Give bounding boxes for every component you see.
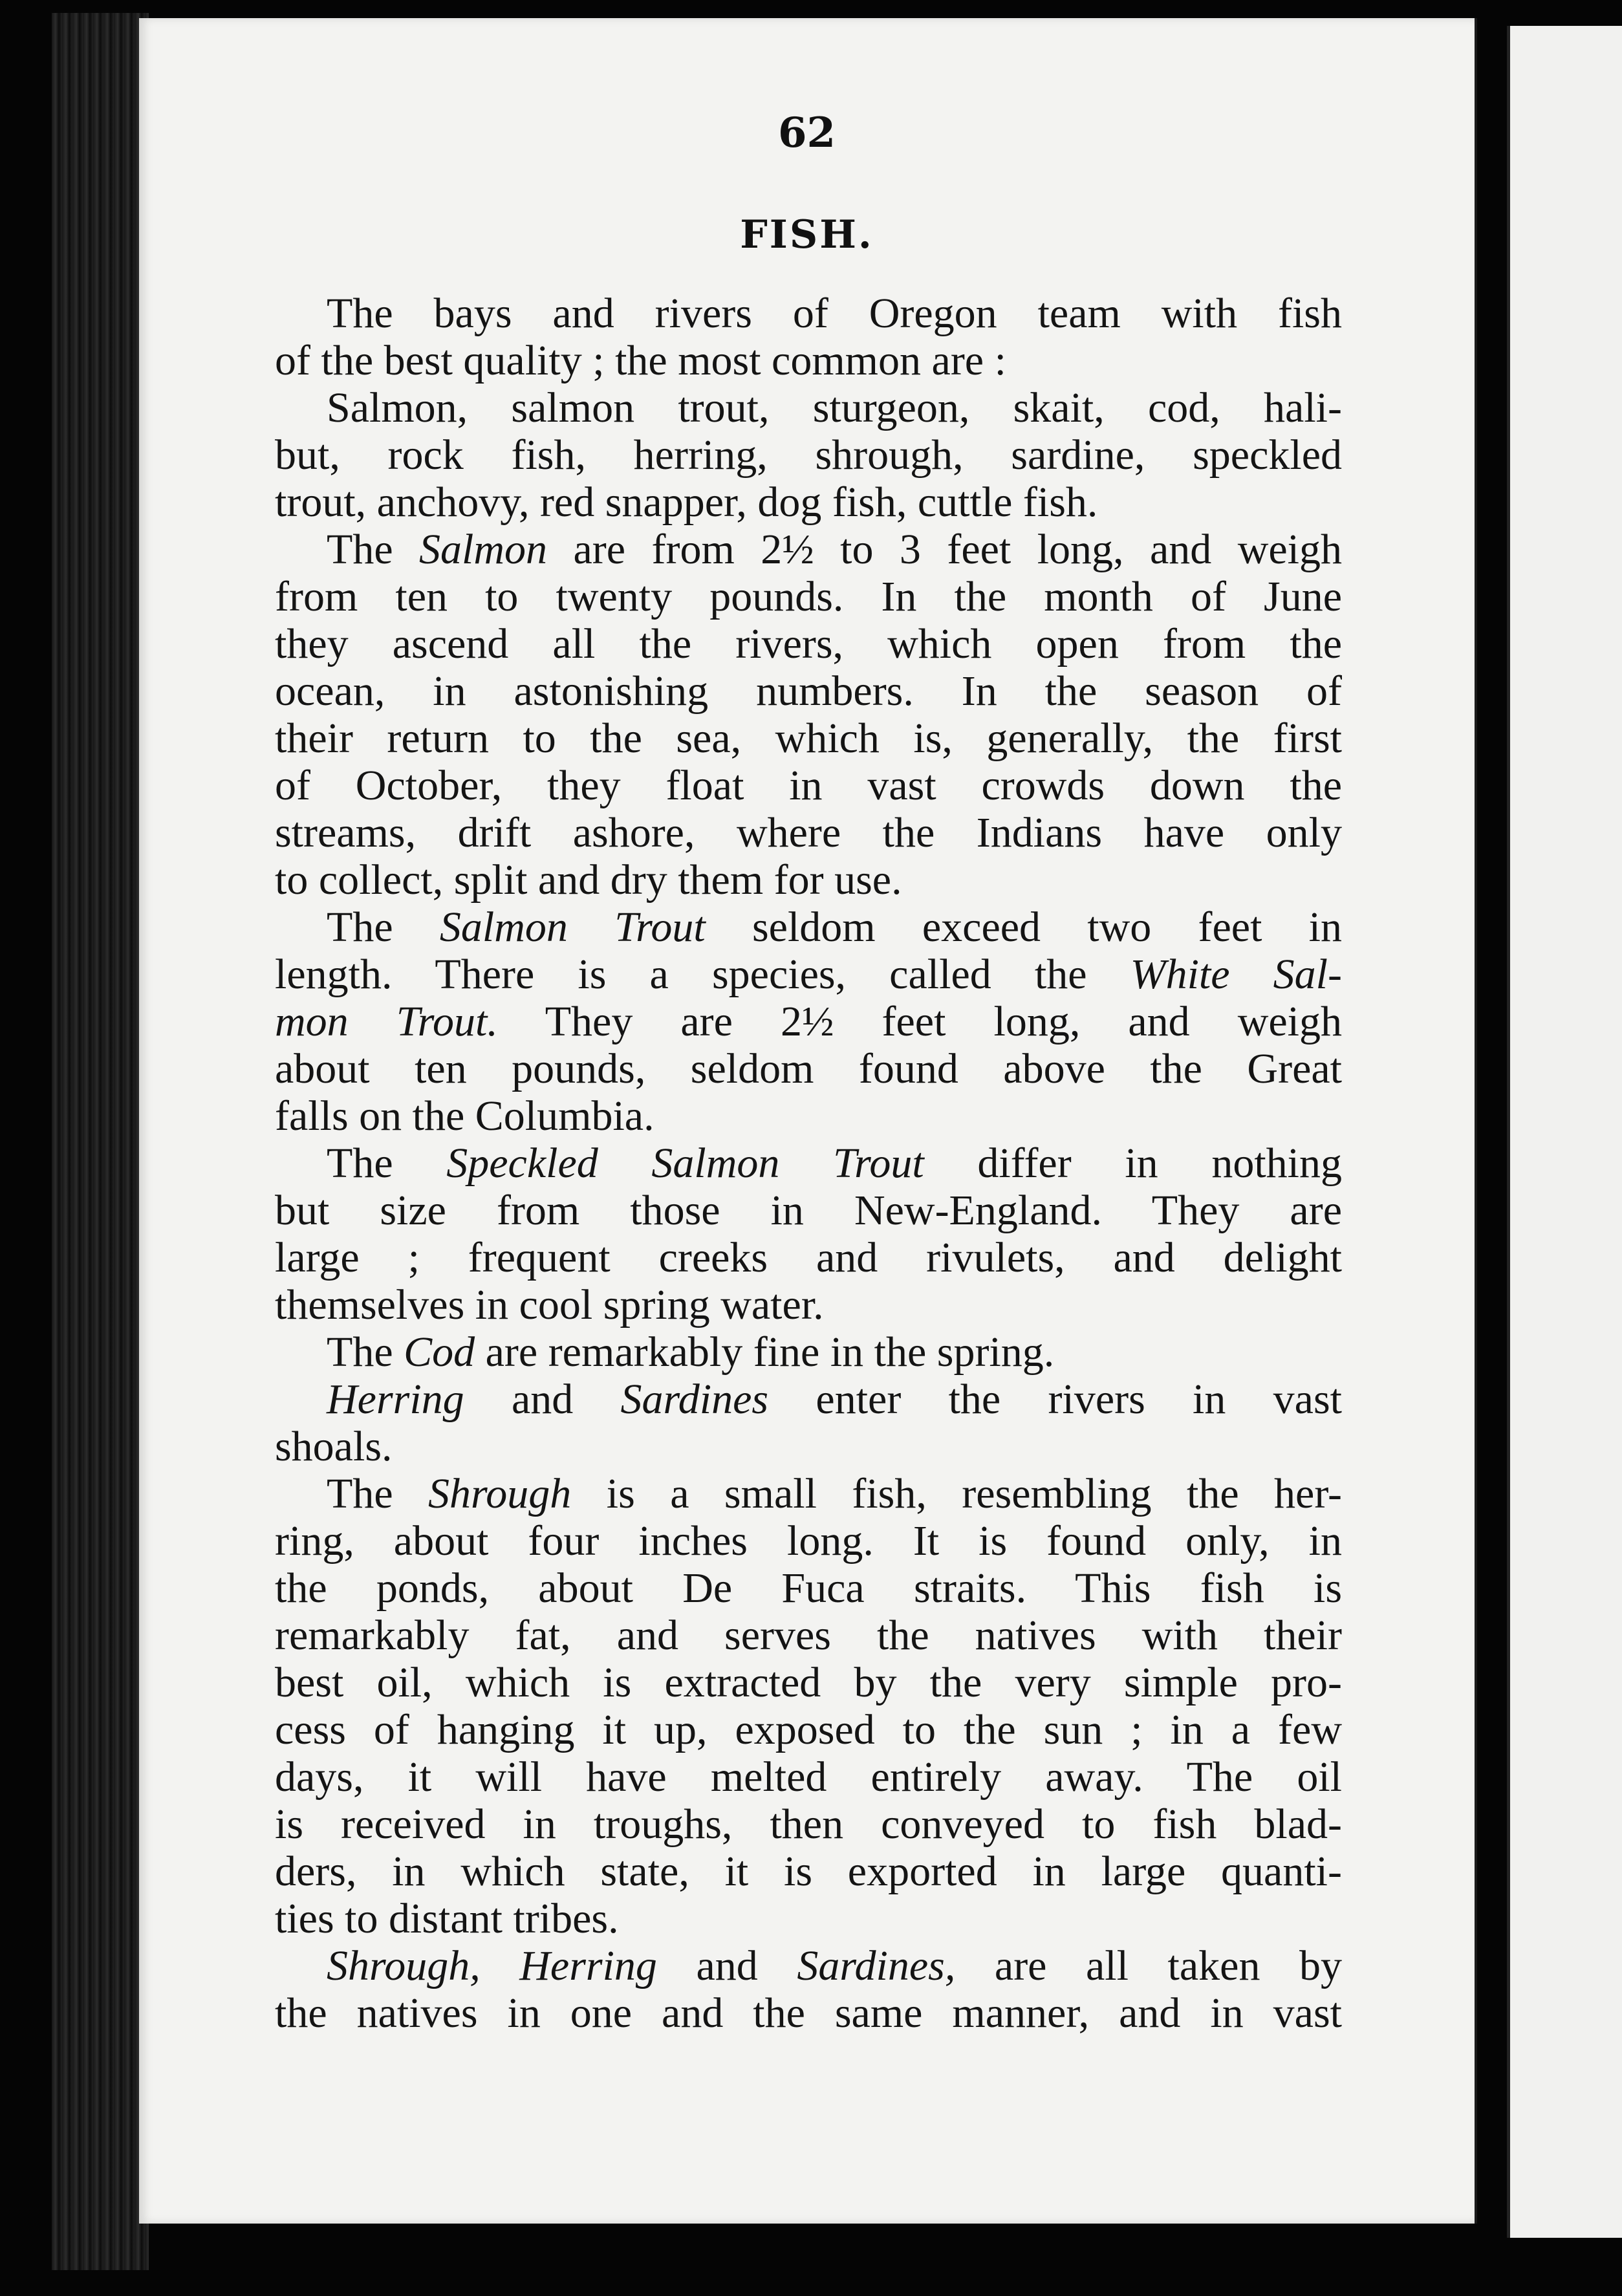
page-number: 62: [777, 109, 836, 157]
text-run: differ in nothing: [924, 1140, 1342, 1187]
text-line: [275, 1612, 1342, 1659]
text-run: from ten to twenty pounds. In the month of June: [275, 573, 1342, 620]
text-run: themselves in cool spring water.: [275, 1281, 824, 1328]
italic-term: Salmon: [419, 526, 548, 573]
text-line: [275, 1989, 1342, 2037]
section-heading: FISH.: [740, 212, 874, 257]
book-page: [139, 18, 1477, 2224]
text-run: trout, anchovy, red snapper, dog fish, cuttle fish.: [275, 479, 1098, 526]
text-run: best oil, which is extracted by the very simple pro-: [275, 1659, 1342, 1706]
body-text: [275, 290, 1342, 2037]
text-line: [275, 290, 1342, 337]
facing-page-edge: [1507, 26, 1622, 2238]
text-line: [275, 1328, 1342, 1376]
text-line: [275, 667, 1342, 715]
text-run: about ten pounds, seldom found above the Great: [275, 1045, 1342, 1092]
italic-term: Speckled Salmon Trout: [446, 1140, 924, 1187]
text-line: [275, 1423, 1342, 1470]
text-line: [275, 1942, 1342, 1989]
book-spine: [52, 13, 149, 2270]
text-run: The: [327, 904, 440, 951]
text-run: The: [327, 526, 420, 573]
text-run: remarkably fat, and serves the natives with their: [275, 1612, 1342, 1659]
text-line: [275, 479, 1342, 526]
text-run: shoals.: [275, 1423, 393, 1470]
text-line: [275, 951, 1342, 998]
text-line: [275, 573, 1342, 620]
text-line: [275, 1470, 1342, 1517]
text-line: [275, 1140, 1342, 1187]
text-run: Salmon, salmon trout, sturgeon, skait, cod, hali-: [327, 384, 1342, 431]
text-line: [275, 1092, 1342, 1140]
text-line: [275, 1281, 1342, 1328]
text-line: [275, 337, 1342, 384]
text-run: are remarkably fine in the spring.: [475, 1328, 1055, 1376]
italic-term: Sardines,: [797, 1942, 956, 1989]
text-run: ders, in which state, it is exported in large quanti-: [275, 1848, 1342, 1895]
italic-term: Shrough, Herring: [327, 1942, 657, 1989]
italic-term: Salmon Trout: [439, 904, 706, 951]
italic-term: White Sal-: [1130, 951, 1342, 998]
text-line: [275, 1187, 1342, 1234]
text-run: is received in troughs, then conveyed to fish blad-: [275, 1801, 1342, 1848]
italic-term: mon Trout.: [275, 998, 498, 1045]
text-line: [275, 856, 1342, 904]
text-line: [275, 620, 1342, 667]
text-line: [275, 384, 1342, 431]
text-line: [275, 809, 1342, 856]
text-run: The bays and rivers of Oregon team with fish: [327, 290, 1342, 337]
text-line: [275, 1753, 1342, 1801]
text-run: they ascend all the rivers, which open from the: [275, 620, 1342, 667]
text-run: days, it will have melted entirely away. The oil: [275, 1753, 1342, 1801]
text-line: [275, 1234, 1342, 1281]
text-line: [275, 526, 1342, 573]
text-line: [275, 715, 1342, 762]
text-run: streams, drift ashore, where the Indians have only: [275, 809, 1342, 856]
text-run: to collect, split and dry them for use.: [275, 856, 902, 904]
text-run: They are 2½ feet long, and weigh: [497, 998, 1342, 1045]
text-line: [275, 1848, 1342, 1895]
text-run: is a small fish, resembling the her-: [571, 1470, 1342, 1517]
text-line: [275, 1895, 1342, 1942]
italic-term: Shrough: [428, 1470, 572, 1517]
text-run: and: [656, 1942, 797, 1989]
text-run: their return to the sea, which is, generally, the first: [275, 715, 1342, 762]
text-run: ring, about four inches long. It is found only, in: [275, 1517, 1342, 1565]
text-line: [275, 904, 1342, 951]
text-line: [275, 762, 1342, 809]
text-line: [275, 1565, 1342, 1612]
text-run: but size from those in New-England. They are: [275, 1187, 1342, 1234]
text-run: ties to distant tribes.: [275, 1895, 619, 1942]
text-line: [275, 431, 1342, 479]
italic-term: Cod: [404, 1328, 475, 1376]
text-line: [275, 1045, 1342, 1092]
text-run: the ponds, about De Fuca straits. This fish is: [275, 1565, 1342, 1612]
text-line: [275, 1706, 1342, 1753]
text-run: are all taken by: [955, 1942, 1342, 1989]
text-run: cess of hanging it up, exposed to the sun ; in a few: [275, 1706, 1342, 1753]
italic-term: Herring: [327, 1376, 464, 1423]
text-line: [275, 1517, 1342, 1565]
text-run: are from 2½ to 3 feet long, and weigh: [547, 526, 1342, 573]
text-run: enter the rivers in vast: [768, 1376, 1342, 1423]
text-run: large ; frequent creeks and rivulets, and delight: [275, 1234, 1342, 1281]
text-run: The: [327, 1140, 447, 1187]
text-line: [275, 1659, 1342, 1706]
text-run: seldom exceed two feet in: [705, 904, 1343, 951]
italic-term: Sardines: [620, 1376, 769, 1423]
text-run: of the best quality ; the most common are :: [275, 337, 1006, 384]
text-line: [275, 1376, 1342, 1423]
text-run: The: [327, 1328, 404, 1376]
text-line: [275, 998, 1342, 1045]
text-run: but, rock fish, herring, shrough, sardine, speckled: [275, 431, 1342, 479]
text-run: length. There is a species, called the: [275, 951, 1130, 998]
text-run: The: [327, 1470, 429, 1517]
text-run: the natives in one and the same manner, and in vast: [275, 1989, 1342, 2037]
text-run: and: [464, 1376, 621, 1423]
text-run: of October, they float in vast crowds down the: [275, 762, 1342, 809]
text-run: falls on the Columbia.: [275, 1092, 654, 1140]
text-line: [275, 1801, 1342, 1848]
text-run: ocean, in astonishing numbers. In the season of: [275, 667, 1342, 715]
